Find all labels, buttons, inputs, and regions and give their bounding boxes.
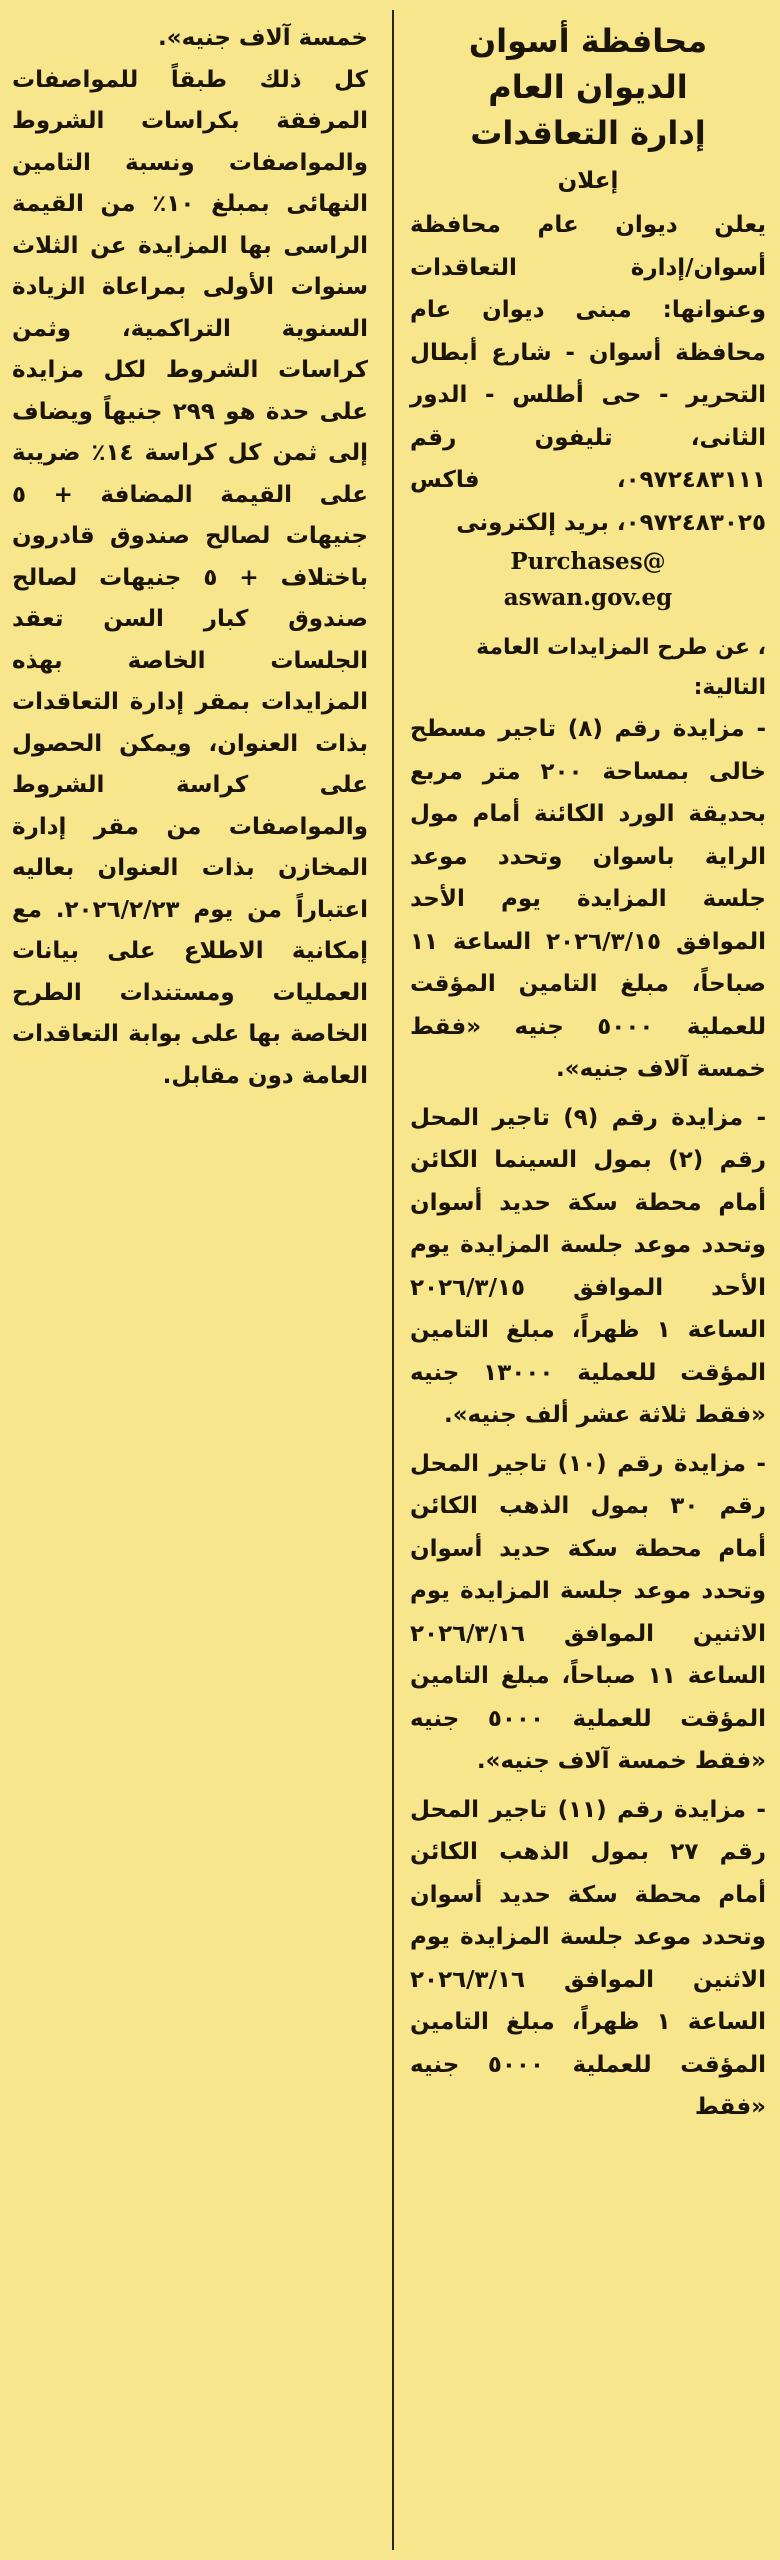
auction-item: - مزايدة رقم (٩) تاجير المحل رقم (٢) بمول السينما الكائن أمام محطة سكة حديد أسوان وتحدد موعد جلسة المزايدة يوم الأحد الموافق ٢٠٢٦/٣/١٥ الساعة ١ ظهراً، مبلغ التامين المؤقت للعملية ١٣٠٠٠ جنيه «فقط ثلاثة عشر ألف جنيه». — [410, 1104, 767, 1428]
intro-paragraph: يعلن ديوان عام محافظة أسوان/إدارة التعاقدات وعنوانها: مبنى ديوان عام محافظة أسوان - شارع أبطال التحرير - حى أطلس - الدور الثانى، تليفون رقم ٠٩٧٢٤٨٣١١١، فاكس ٠٩٧٢٤٨٣٠٢٥، بريد إلكترونى — [410, 212, 766, 536]
auction-list — [410, 708, 766, 2129]
auction-item: - مزايدة رقم (١٠) تاجير المحل رقم ٣٠ بمول الذهب الكائن أمام محطة سكة حديد أسوان وتحدد موعد جلسة المزايدة يوم الاثنين الموافق ٢٠٢٦/٣/١٦ الساعة ١١ صباحاً، مبلغ التامين المؤقت للعملية ٥٠٠٠ جنيه «فقط خمسة آلاف جنيه». — [410, 1450, 766, 1774]
column-divider — [392, 10, 394, 2550]
continuation-text: خمسة آلاف جنيه». — [158, 25, 368, 51]
email-line-2: aswan.gov.eg — [503, 584, 673, 611]
email-line-1: Purchases@ — [510, 548, 666, 575]
announcement-label: إعلان — [557, 168, 619, 194]
header-office: الديوان العام — [488, 68, 688, 106]
terms-paragraph: كل ذلك طبقاً للمواصفات المرفقة بكراسات الشروط والمواصفات ونسبة التامين النهائى بمبلغ ١٠٪ من القيمة الراسى بها المزايدة عن الثلاث سنوات الأولى بمراعاة الزيادة السنوية التراكمية، وثمن كراسات الشروط لكل مزايدة على حدة هو ٢٩٩ جنيهاً ويضاف إلى ثمن كل كراسة ١٤٪ ضريبة على القيمة المضافة + ٥ جنيهات لصالح صندوق قادرون باختلاف + ٥ جنيهات لصالح صندوق كبار السن تعقد الجلسات الخاصة بهذه المزايدات بمقر إدارة التعاقدات بذات العنوان، ويمكن الحصول على كراسة الشروط والمواصفات من مقر إدارة المخازن بذات العنوان بعاليه اعتباراً من يوم ٢٠٢٦/٢/٢٣. مع إمكانية الاطلاع على بيانات العمليات ومستندات الطرح الخاصة بها على بوابة التعاقدات العامة دون مقابل. — [12, 66, 368, 1089]
header-department: إدارة التعاقدات — [470, 114, 706, 152]
left-column — [12, 18, 368, 1097]
auction-item: - مزايدة رقم (١١) تاجير المحل رقم ٢٧ بمول الذهب الكائن أمام محطة سكة حديد أسوان وتحدد موعد جلسة المزايدة يوم الاثنين الموافق ٢٠٢٦/٣/١٦ الساعة ١ ظهراً، مبلغ التامين المؤقت للعملية ٥٠٠٠ جنيه «فقط — [410, 1796, 766, 2120]
header-governorate: محافظة أسوان — [468, 22, 708, 60]
auctions-intro: ، عن طرح المزايدات العامة التالية: — [476, 635, 766, 700]
right-column — [410, 18, 766, 2135]
auction-item: - مزايدة رقم (٨) تاجير مسطح خالى بمساحة ٢٠٠ متر مربع بحديقة الورد الكائنة أمام مول الراية باسوان وتحدد موعد جلسة المزايدة يوم الأحد الموافق ٢٠٢٦/٣/١٥ الساعة ١١ صباحاً، مبلغ التامين المؤقت للعملية ٥٠٠٠ جنيه «فقط خمسة آلاف جنيه». — [410, 716, 766, 1082]
